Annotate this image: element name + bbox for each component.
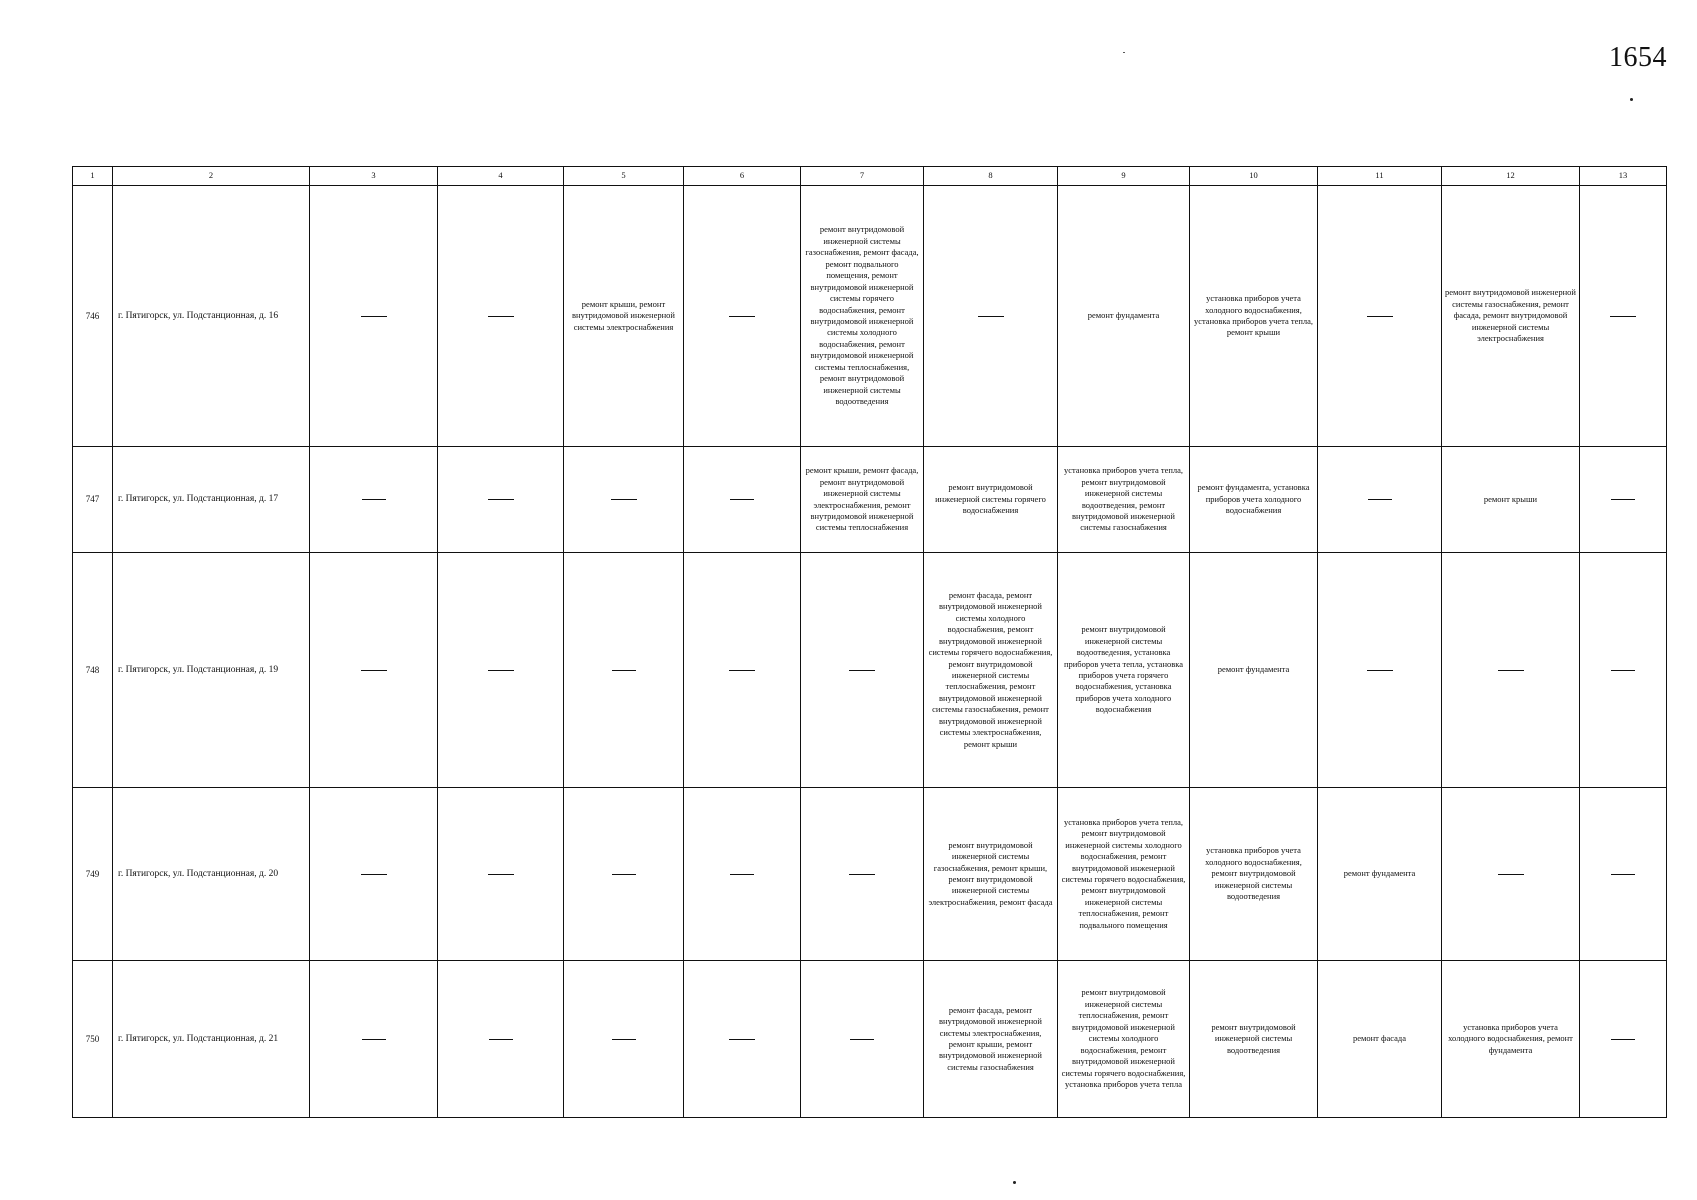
dash-mark <box>978 316 1004 317</box>
empty-cell <box>438 447 564 553</box>
column-number: 6 <box>684 167 801 186</box>
address-cell: г. Пятигорск, ул. Подстанционная, д. 21 <box>113 961 310 1118</box>
dash-mark <box>1611 1039 1635 1040</box>
column-number: 4 <box>438 167 564 186</box>
work-cell: ремонт крыши <box>1442 447 1580 553</box>
dash-mark <box>729 1039 755 1040</box>
dash-mark <box>1610 316 1636 317</box>
dash-mark <box>1498 670 1524 671</box>
work-cell: ремонт внутридомовой инженерной системы водоотведения, установка приборов учета тепла, установка приборов учета горячего водоснабжения, установка приборов учета холодного водоснабжения <box>1058 553 1190 788</box>
work-cell: ремонт фасада, ремонт внутридомовой инженерной системы холодного водоснабжения, ремонт внутридомовой инженерной системы горячего водоснабжения, ремонт внутридомовой инженерной системы теплоснабжения, ремонт внутридомовой инженерной системы газоснабжения, ремонт внутридомовой инженерной системы электроснабжения, ремонт крыши <box>924 553 1058 788</box>
empty-cell <box>1580 447 1667 553</box>
dash-mark <box>850 1039 874 1040</box>
empty-cell <box>1580 961 1667 1118</box>
column-number: 13 <box>1580 167 1667 186</box>
empty-cell <box>310 961 438 1118</box>
table-row <box>73 553 1667 788</box>
dash-mark <box>612 874 636 875</box>
empty-cell <box>438 186 564 447</box>
work-cell: ремонт внутридомовой инженерной системы газоснабжения, ремонт фасада, ремонт внутридомовой инженерной системы электроснабжения <box>1442 186 1580 447</box>
empty-cell <box>438 553 564 788</box>
dash-mark <box>1611 670 1635 671</box>
empty-cell <box>684 553 801 788</box>
dash-mark <box>729 316 755 317</box>
work-cell: ремонт внутридомовой инженерной системы горячего водоснабжения <box>924 447 1058 553</box>
empty-cell <box>684 788 801 961</box>
page-number: 1654 <box>1609 42 1667 73</box>
empty-cell <box>924 186 1058 447</box>
work-cell: ремонт крыши, ремонт внутридомовой инженерной системы электроснабжения <box>564 186 684 447</box>
work-cell: ремонт фундамента <box>1190 553 1318 788</box>
dash-mark <box>488 670 514 671</box>
dash-mark <box>1611 499 1635 500</box>
empty-cell <box>310 186 438 447</box>
dash-mark <box>730 874 754 875</box>
dash-mark <box>612 670 636 671</box>
empty-cell <box>684 186 801 447</box>
dash-mark <box>362 499 386 500</box>
column-number: 3 <box>310 167 438 186</box>
dash-mark <box>362 1039 386 1040</box>
empty-cell <box>438 788 564 961</box>
dash-mark <box>1498 874 1524 875</box>
row-number: 747 <box>73 447 113 553</box>
row-number: 746 <box>73 186 113 447</box>
empty-cell <box>310 553 438 788</box>
dash-mark <box>1367 670 1393 671</box>
column-number: 5 <box>564 167 684 186</box>
row-number: 748 <box>73 553 113 788</box>
empty-cell <box>564 961 684 1118</box>
dash-mark <box>488 874 514 875</box>
column-number: 8 <box>924 167 1058 186</box>
column-number: 7 <box>801 167 924 186</box>
empty-cell <box>1580 788 1667 961</box>
column-number: 10 <box>1190 167 1318 186</box>
work-cell: ремонт внутридомовой инженерной системы газоснабжения, ремонт крыши, ремонт внутридомовой инженерной системы электроснабжения, ремонт фасада <box>924 788 1058 961</box>
dash-mark <box>488 316 514 317</box>
dash-mark <box>1367 316 1393 317</box>
column-number: 11 <box>1318 167 1442 186</box>
empty-cell <box>1580 186 1667 447</box>
work-cell: ремонт фундамента <box>1058 186 1190 447</box>
empty-cell <box>684 961 801 1118</box>
row-number: 750 <box>73 961 113 1118</box>
empty-cell <box>438 961 564 1118</box>
dash-mark <box>612 1039 636 1040</box>
empty-cell <box>564 553 684 788</box>
table-row <box>73 788 1667 961</box>
work-cell: установка приборов учета холодного водоснабжения, ремонт внутридомовой инженерной системы водоотведения <box>1190 788 1318 961</box>
empty-cell <box>801 961 924 1118</box>
dash-mark <box>729 670 755 671</box>
work-cell: ремонт фундамента, установка приборов учета холодного водоснабжения <box>1190 447 1318 553</box>
dash-mark <box>849 670 875 671</box>
work-cell: установка приборов учета холодного водоснабжения, установка приборов учета тепла, ремонт крыши <box>1190 186 1318 447</box>
empty-cell <box>564 447 684 553</box>
empty-cell <box>310 447 438 553</box>
scan-speck <box>1123 52 1125 53</box>
column-number-row <box>73 167 1667 186</box>
empty-cell <box>1318 447 1442 553</box>
work-cell: ремонт крыши, ремонт фасада, ремонт внутридомовой инженерной системы электроснабжения, ремонт внутридомовой инженерной системы теплоснабжения <box>801 447 924 553</box>
dash-mark <box>488 499 514 500</box>
row-number: 749 <box>73 788 113 961</box>
work-cell: ремонт фундамента <box>1318 788 1442 961</box>
work-cell: установка приборов учета тепла, ремонт внутридомовой инженерной системы холодного водоснабжения, ремонт внутридомовой инженерной системы горячего водоснабжения, ремонт внутридомовой инженерной системы теплоснабжения, ремонт подвального помещения <box>1058 788 1190 961</box>
empty-cell <box>1442 788 1580 961</box>
scan-speck <box>1630 98 1633 101</box>
work-cell: ремонт фасада, ремонт внутридомовой инженерной системы электроснабжения, ремонт крыши, ремонт внутридомовой инженерной системы газоснабжения <box>924 961 1058 1118</box>
empty-cell <box>1318 186 1442 447</box>
dash-mark <box>489 1039 513 1040</box>
column-number: 1 <box>73 167 113 186</box>
empty-cell <box>801 788 924 961</box>
table-row <box>73 186 1667 447</box>
dash-mark <box>1611 874 1635 875</box>
dash-mark <box>1368 499 1392 500</box>
empty-cell <box>684 447 801 553</box>
dash-mark <box>611 499 637 500</box>
work-cell: установка приборов учета тепла, ремонт внутридомовой инженерной системы водоотведения, ремонт внутридомовой инженерной системы газоснабжения <box>1058 447 1190 553</box>
column-number: 9 <box>1058 167 1190 186</box>
scan-speck <box>1013 1181 1016 1184</box>
table-row <box>73 447 1667 553</box>
work-cell: ремонт внутридомовой инженерной системы газоснабжения, ремонт фасада, ремонт подвального помещения, ремонт внутридомовой инженерной системы горячего водоснабжения, ремонт внутридомовой инженерной системы холодного водоснабжения, ремонт внутридомовой инженерной системы теплоснабжения, ремонт внутридомовой инженерной системы водоотведения <box>801 186 924 447</box>
address-cell: г. Пятигорск, ул. Подстанционная, д. 20 <box>113 788 310 961</box>
dash-mark <box>361 670 387 671</box>
empty-cell <box>1580 553 1667 788</box>
repair-schedule-table <box>72 166 1667 1118</box>
empty-cell <box>310 788 438 961</box>
column-number: 2 <box>113 167 310 186</box>
empty-cell <box>1442 553 1580 788</box>
dash-mark <box>361 874 387 875</box>
address-cell: г. Пятигорск, ул. Подстанционная, д. 17 <box>113 447 310 553</box>
address-cell: г. Пятигорск, ул. Подстанционная, д. 16 <box>113 186 310 447</box>
work-cell: ремонт фасада <box>1318 961 1442 1118</box>
work-cell: ремонт внутридомовой инженерной системы теплоснабжения, ремонт внутридомовой инженерной системы холодного водоснабжения, ремонт внутридомовой инженерной системы горячего водоснабжения, установка приборов учета тепла <box>1058 961 1190 1118</box>
table-row <box>73 961 1667 1118</box>
dash-mark <box>849 874 875 875</box>
address-cell: г. Пятигорск, ул. Подстанционная, д. 19 <box>113 553 310 788</box>
dash-mark <box>361 316 387 317</box>
empty-cell <box>564 788 684 961</box>
empty-cell <box>1318 553 1442 788</box>
work-cell: ремонт внутридомовой инженерной системы водоотведения <box>1190 961 1318 1118</box>
column-number: 12 <box>1442 167 1580 186</box>
dash-mark <box>730 499 754 500</box>
work-cell: установка приборов учета холодного водоснабжения, ремонт фундамента <box>1442 961 1580 1118</box>
empty-cell <box>801 553 924 788</box>
